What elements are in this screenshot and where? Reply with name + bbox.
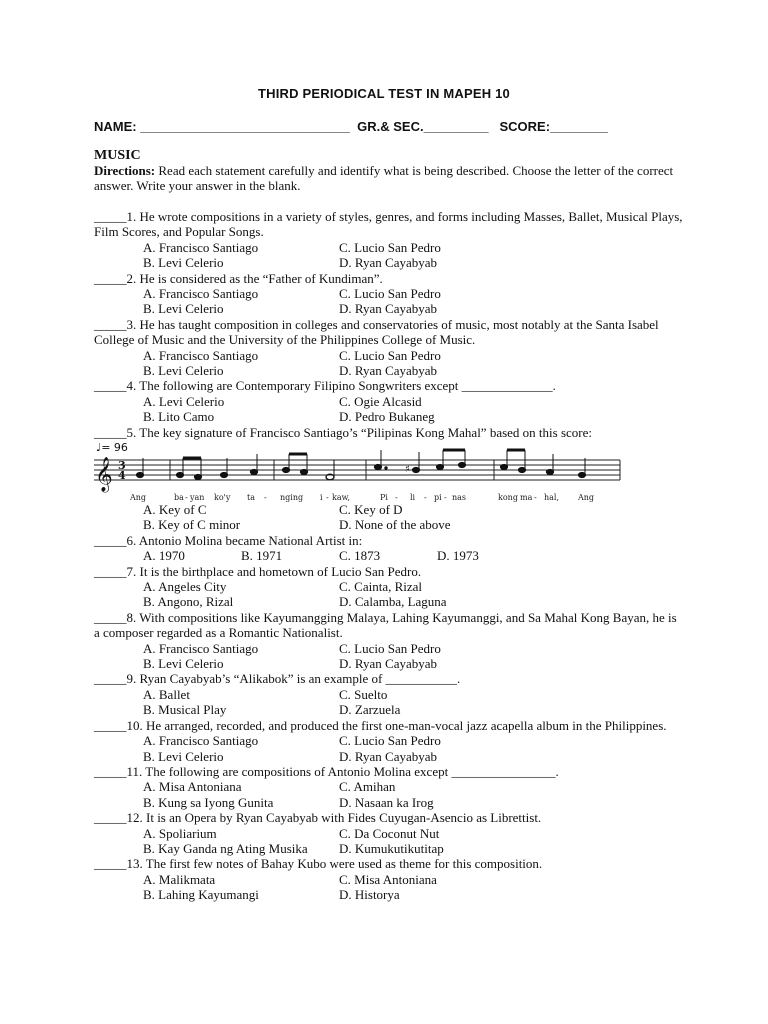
- question-7: _____7. It is the birthplace and hometown of Lucio San Pedro.: [94, 563, 422, 579]
- option: A. Francisco Santiago: [143, 239, 259, 255]
- option: D. Ryan Cayabyab: [339, 656, 438, 672]
- option: A. Ballet: [143, 686, 190, 702]
- question-6-options: [143, 548, 684, 563]
- question-list-2: [94, 502, 684, 903]
- question-8: _____8. With compositions like Kayumangging Malaya, Lahing Kayumanggi, and Sa Mahal Kong Bayan, he is a composer regarded as a Romantic Nationalist.: [94, 609, 677, 641]
- lyric: ko'y: [214, 493, 231, 502]
- option: C. Ogie Alcasid: [339, 393, 422, 409]
- option: B. Key of C minor: [143, 517, 241, 533]
- option: A. Misa Antoniana: [143, 779, 242, 795]
- question-11: _____11. The following are compositions of Antonio Molina except ________________.: [94, 763, 559, 779]
- option: A. Key of C: [143, 502, 207, 517]
- question-11-options: [143, 779, 684, 810]
- music-staff: [94, 440, 694, 508]
- option: C. Lucio San Pedro: [339, 239, 441, 255]
- svg-text:♯: ♯: [405, 464, 410, 475]
- lyric: kaw,: [332, 493, 351, 502]
- option: C. Lucio San Pedro: [339, 640, 441, 656]
- option: A. Levi Celerio: [143, 393, 225, 409]
- option: C. Lucio San Pedro: [339, 733, 441, 749]
- lyric: nas: [452, 493, 467, 502]
- lyric: pi: [434, 493, 442, 502]
- question-8-options: [143, 641, 684, 672]
- option: B. Lahing Kayumangi: [143, 887, 259, 903]
- option: B. Angono, Rizal: [143, 594, 234, 610]
- option: C. Suelto: [339, 686, 388, 702]
- question-12-options: [143, 826, 684, 857]
- option: C. Misa Antoniana: [339, 871, 437, 887]
- option: C. Amihan: [339, 779, 396, 795]
- question-3-options: [143, 348, 684, 379]
- option: D. 1973: [437, 548, 479, 564]
- music-score: [94, 440, 694, 508]
- option: D. Ryan Cayabyab: [339, 748, 438, 764]
- question-10-options: [143, 733, 684, 764]
- question-10: _____10. He arranged, recorded, and produced the first one-man-vocal jazz acapella album in the Philippines.: [94, 717, 667, 733]
- lyric: -: [534, 493, 537, 502]
- lyric: nging: [280, 493, 304, 502]
- lyric: hal,: [544, 493, 560, 502]
- question-4: _____4. The following are Contemporary Filipino Songwriters except ______________.: [94, 378, 556, 394]
- option: D. Historya: [339, 887, 400, 903]
- question-2-options: [143, 286, 684, 317]
- option: B. Kung sa Iyong Gunita: [143, 794, 274, 810]
- time-signature-bottom: 4: [118, 469, 126, 482]
- option: D. Calamba, Laguna: [339, 594, 447, 610]
- question-9-options: [143, 687, 684, 718]
- option: A. Francisco Santiago: [143, 286, 259, 302]
- option: D. Ryan Cayabyab: [339, 363, 438, 379]
- lyric: ma: [520, 493, 533, 502]
- lyric: ta: [247, 493, 255, 502]
- lyric: kong: [498, 493, 518, 502]
- lyric: Ang: [578, 493, 595, 502]
- lyric: i: [320, 493, 323, 502]
- time-signature-top: 3: [118, 459, 126, 472]
- directions: [94, 163, 684, 194]
- option: A. Francisco Santiago: [143, 347, 259, 363]
- question-9: _____9. Ryan Cayabyab’s “Alikabok” is an example of ___________.: [94, 671, 461, 687]
- option: A. Spoliarium: [143, 825, 217, 841]
- option: A. 1970: [143, 548, 185, 564]
- option: D. Kumukutikutitap: [339, 840, 444, 856]
- lyric: Pi: [380, 493, 388, 502]
- lyric: -: [395, 493, 398, 502]
- option: D. Ryan Cayabyab: [339, 301, 438, 317]
- option: B. Levi Celerio: [143, 656, 224, 672]
- lyric: li: [410, 493, 416, 502]
- question-3: _____3. He has taught composition in colleges and conservatories of music, most notably at the Santa Isabel College of Music and the University of the Philippines College of Music.: [94, 316, 659, 348]
- lyric: Ang: [130, 493, 147, 502]
- option: D. Pedro Bukaneg: [339, 409, 435, 425]
- option: D. Zarzuela: [339, 702, 401, 718]
- question-1-options: [143, 240, 684, 271]
- question-list-1: [94, 209, 684, 440]
- option: B. Levi Celerio: [143, 301, 224, 317]
- option: B. 1971: [241, 548, 283, 564]
- option: C. Cainta, Rizal: [339, 579, 423, 595]
- lyric: -: [264, 493, 267, 502]
- option: C. Da Coconut Nut: [339, 825, 440, 841]
- directions-text: Read each statement carefully and identify what is being described. Choose the letter of the correct answer. Write your answer in the blank.: [94, 163, 674, 194]
- lyric: ba: [174, 493, 184, 502]
- lyric: yan: [190, 493, 205, 502]
- treble-clef-icon: 𝄞: [95, 457, 113, 492]
- question-12: _____12. It is an Opera by Ryan Cayabyab with Fides Cuyugan-Asencio as Librettist.: [94, 810, 542, 826]
- option: A. Angeles City: [143, 579, 227, 595]
- question-6: _____6. Antonio Molina became National Artist in:: [94, 532, 363, 548]
- option: A. Francisco Santiago: [143, 640, 259, 656]
- lyric: -: [444, 493, 447, 502]
- option: A. Francisco Santiago: [143, 733, 259, 749]
- option: B. Musical Play: [143, 702, 227, 718]
- section-heading: MUSIC: [94, 148, 141, 163]
- page-title: THIRD PERIODICAL TEST IN MAPEH 10: [258, 86, 510, 101]
- question-5-options: [143, 502, 684, 533]
- option: D. None of the above: [339, 517, 451, 533]
- option: C. Lucio San Pedro: [339, 286, 441, 302]
- question-1: _____1. He wrote compositions in a variety of styles, genres, and forms including Masses, Ballet, Musical Plays, Film Scores, and Popular Songs.: [94, 209, 683, 240]
- lyric: -: [326, 493, 329, 502]
- tempo-marking: ♩= 96: [96, 441, 128, 454]
- question-7-options: [143, 579, 684, 610]
- option: B. Levi Celerio: [143, 748, 224, 764]
- lyrics: [129, 493, 594, 502]
- option: B. Levi Celerio: [143, 255, 224, 271]
- option: B. Levi Celerio: [143, 363, 224, 379]
- staff-lines: [94, 460, 620, 480]
- option: D. Nasaan ka Irog: [339, 794, 434, 810]
- option: A. Malikmata: [143, 871, 216, 887]
- option: C. Key of D: [339, 502, 403, 517]
- lyric: -: [185, 493, 188, 502]
- option: B. Lito Camo: [143, 409, 215, 425]
- option: C. Lucio San Pedro: [339, 347, 441, 363]
- question-13-options: [143, 872, 684, 903]
- question-13: _____13. The first few notes of Bahay Kubo were used as theme for this composition.: [94, 856, 543, 872]
- option: C. 1873: [339, 548, 381, 564]
- question-4-options: [143, 394, 684, 425]
- question-2: _____2. He is considered as the “Father of Kundiman”.: [94, 270, 383, 286]
- question-5: _____5. The key signature of Francisco Santiago’s “Pilipinas Kong Mahal” based on this score:: [94, 424, 592, 440]
- option: D. Ryan Cayabyab: [339, 255, 438, 271]
- directions-label: Directions:: [94, 163, 156, 178]
- student-info-line: NAME: _____________________________ GR.& SEC._________ SCORE:________: [94, 119, 608, 134]
- option: B. Kay Ganda ng Ating Musika: [143, 840, 308, 856]
- lyric: -: [424, 493, 427, 502]
